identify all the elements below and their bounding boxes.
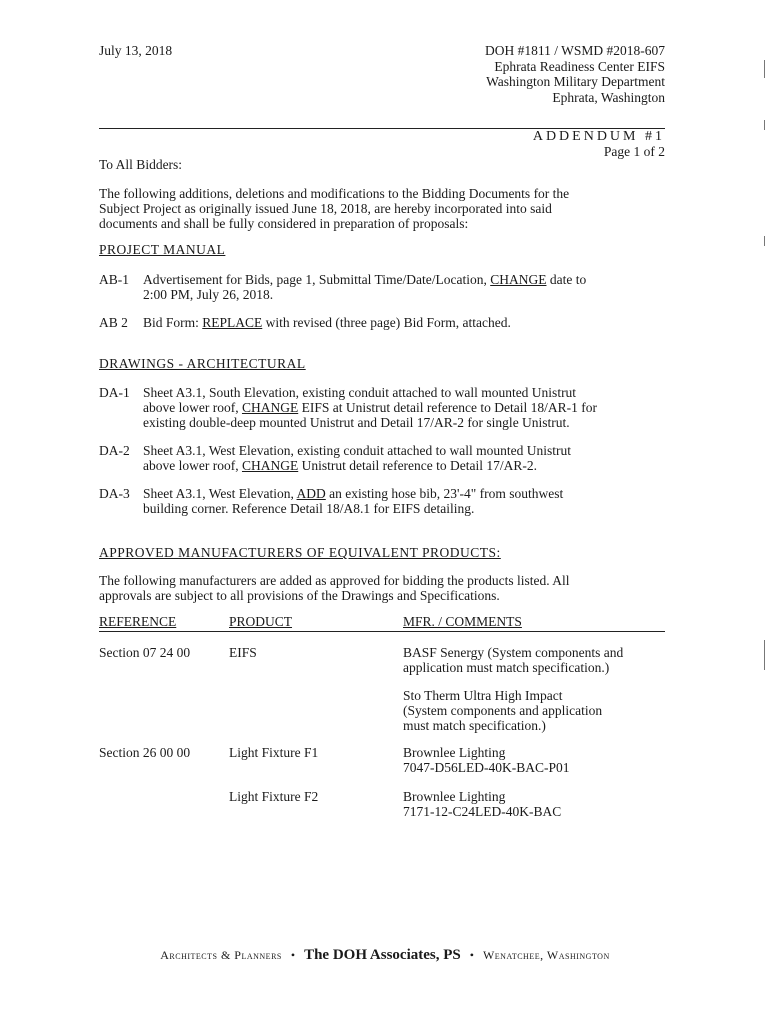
- intro-paragraph: [99, 186, 669, 231]
- item-line: building corner. Reference Detail 18/A8.1 for EIFS detailing.: [143, 501, 475, 516]
- item-code: AB 2: [99, 315, 128, 330]
- item-line: 2:00 PM, July 26, 2018.: [143, 287, 274, 302]
- action-keyword: CHANGE: [241, 458, 299, 473]
- table-cell-comments: [403, 645, 668, 675]
- footer-city: Wenatchee, Washington: [482, 948, 610, 962]
- action-keyword: REPLACE: [202, 315, 263, 330]
- comment-line: Sto Therm Ultra High Impact: [403, 688, 563, 703]
- comment-line: BASF Senergy (System components and: [403, 645, 624, 660]
- table-cell-product: Light Fixture F1: [229, 745, 319, 760]
- item-line: Advertisement for Bids, page 1, Submittal Time/Date/Location, CHANGE date to: [143, 272, 587, 287]
- table-cell-reference: Section 07 24 00: [99, 645, 191, 660]
- project-name: Ephrata Readiness Center EIFS: [494, 58, 665, 74]
- item-line: Sheet A3.1, West Elevation, existing conduit attached to wall mounted Unistrut: [143, 443, 571, 458]
- approved-intro: [99, 573, 669, 603]
- owner-name: Washington Military Department: [486, 74, 665, 89]
- item-line: Sheet A3.1, West Elevation, ADD an existing hose bib, 23'-4" from southwest: [143, 486, 564, 501]
- scan-edge-mark: [764, 236, 765, 246]
- salutation: To All Bidders:: [99, 157, 183, 172]
- scan-edge-mark: [764, 60, 765, 78]
- footer-separator: •: [469, 948, 474, 962]
- firm-name: The DOH Associates, PS: [304, 947, 461, 963]
- project-info-block: [485, 43, 665, 105]
- table-cell-comments: [403, 688, 668, 733]
- drawings-heading: DRAWINGS - ARCHITECTURAL: [99, 356, 306, 371]
- item-ab-1: [143, 272, 668, 302]
- intro-line: Subject Project as originally issued June 18, 2018, are hereby incorporated into said: [99, 201, 552, 216]
- comment-line: application must match specification.): [403, 660, 610, 675]
- table-header: [99, 614, 665, 632]
- approved-heading: APPROVED MANUFACTURERS OF EQUIVALENT PRODUCTS:: [99, 545, 501, 560]
- item-line: Bid Form: REPLACE with revised (three page) Bid Form, attached.: [143, 315, 511, 330]
- footer-separator: •: [290, 948, 296, 962]
- column-header-reference: REFERENCE: [99, 614, 177, 629]
- intro-line: The following additions, deletions and modifications to the Bidding Documents for the: [99, 186, 570, 201]
- table-cell-comments: [403, 789, 668, 819]
- comment-line: must match specification.): [403, 718, 546, 733]
- project-manual-heading: PROJECT MANUAL: [99, 242, 226, 257]
- item-code: DA-1: [99, 385, 130, 400]
- scan-edge-mark: [764, 640, 765, 670]
- comment-line: Brownlee Lighting: [403, 745, 506, 760]
- column-header-product: PRODUCT: [229, 614, 293, 629]
- item-line: above lower roof, CHANGE EIFS at Unistrut detail reference to Detail 18/AR-1 for: [143, 400, 598, 415]
- action-keyword: ADD: [296, 486, 326, 501]
- item-da-2: [143, 443, 668, 473]
- item-code: DA-3: [99, 486, 130, 501]
- item-code: AB-1: [99, 272, 129, 287]
- item-line: existing double-deep mounted Unistrut and Detail 17/AR-2 for single Unistrut.: [143, 415, 570, 430]
- intro-line: documents and shall be fully considered in preparation of proposals:: [99, 216, 469, 231]
- project-number: DOH #1811 / WSMD #2018-607: [484, 43, 665, 58]
- page-number: Page 1 of 2: [603, 144, 665, 159]
- item-da-3: [143, 486, 668, 516]
- table-cell-reference: Section 26 00 00: [99, 745, 191, 760]
- intro-line: The following manufacturers are added as approved for bidding the products listed. All: [99, 573, 570, 588]
- comment-line: (System components and application: [403, 703, 603, 718]
- action-keyword: CHANGE: [490, 272, 547, 287]
- scan-edge-mark: [764, 120, 765, 130]
- table-cell-product: Light Fixture F2: [229, 789, 319, 804]
- table-cell-product: EIFS: [229, 645, 257, 660]
- comment-line: 7171-12-C24LED-40K-BAC: [403, 804, 562, 819]
- item-line: above lower roof, CHANGE Unistrut detail reference to Detail 17/AR-2.: [143, 458, 538, 473]
- column-header-comments: MFR. / COMMENTS: [403, 614, 522, 629]
- table-cell-comments: [403, 745, 668, 775]
- item-line: Sheet A3.1, South Elevation, existing conduit attached to wall mounted Unistrut: [143, 385, 577, 400]
- action-keyword: CHANGE: [241, 400, 299, 415]
- item-ab-2: [143, 315, 668, 330]
- project-location: Ephrata, Washington: [552, 89, 665, 105]
- page-footer: [0, 948, 770, 963]
- document-date: July 13, 2018: [99, 43, 173, 58]
- item-da-1: [143, 385, 668, 430]
- comment-line: 7047-D56LED-40K-BAC-P01: [403, 760, 570, 775]
- footer-tagline: Architects & Planners: [160, 948, 282, 962]
- addendum-title: ADDENDUM #1: [532, 129, 665, 144]
- comment-line: Brownlee Lighting: [403, 789, 506, 804]
- item-code: DA-2: [99, 443, 130, 458]
- intro-line: approvals are subject to all provisions of the Drawings and Specifications.: [99, 588, 500, 603]
